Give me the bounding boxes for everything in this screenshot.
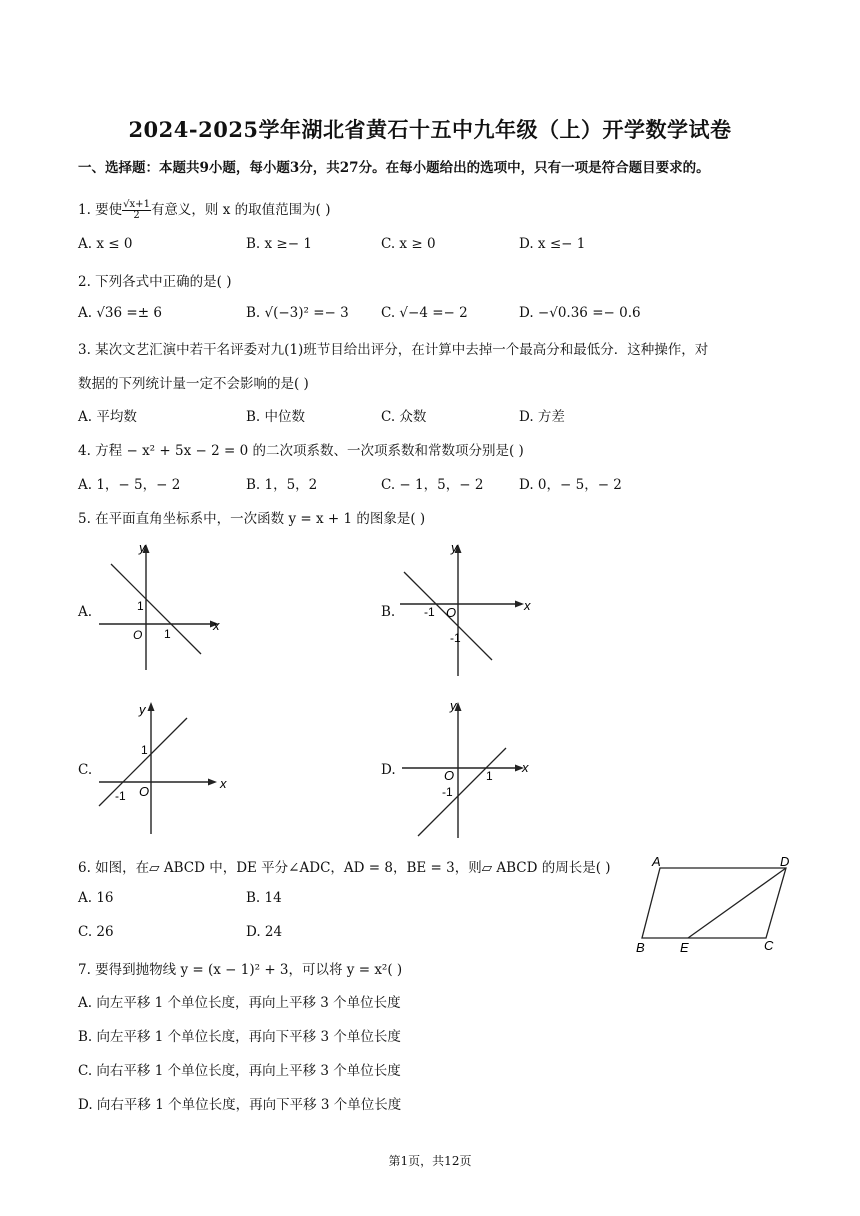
question-5: 5. 在平面直角坐标系中，一次函数 y = x + 1 的图象是( ) (78, 511, 426, 527)
q7-option-b: B. 向左平移 1 个单位长度，再向下平移 3 个单位长度 (78, 1029, 401, 1045)
q3-option-c: C. 众数 (381, 409, 427, 425)
intercept-x-label: 1 (164, 627, 171, 641)
fraction-numerator: √x+1 (123, 198, 150, 210)
q1-option-c: C. x ≥ 0 (381, 236, 436, 252)
q4-option-b: B. 1，5，2 (246, 477, 318, 493)
question-6: 6. 如图，在▱ ABCD 中，DE 平分∠ADC，AD = 8，BE = 3，则▱ ABCD 的周长是( ) (78, 860, 611, 876)
q4-option-c: C. − 1，5，− 2 (381, 477, 484, 493)
q4-option-a: A. 1，− 5，− 2 (78, 477, 181, 493)
intercept-y-label: 1 (141, 743, 148, 757)
question-1-fraction (122, 200, 151, 222)
q6-parallelogram-figure (630, 848, 790, 958)
origin-label: O (133, 628, 143, 642)
q7-option-a: A. 向左平移 1 个单位长度，再向上平移 3 个单位长度 (78, 995, 401, 1011)
q2-option-a: A. √36 =± 6 (78, 305, 162, 321)
intercept-y-label: 1 (137, 599, 144, 613)
q1-option-d: D. x ≤− 1 (519, 236, 586, 252)
q5-option-b-label: B. (381, 604, 396, 620)
q3-option-d: D. 方差 (519, 409, 565, 425)
x-axis-label: x (213, 618, 220, 633)
question-1 (78, 198, 330, 222)
vertex-a-label: A (652, 854, 661, 869)
x-axis-label: x (220, 776, 227, 791)
q5-graph-b (398, 538, 538, 678)
x-axis-label: x (524, 598, 531, 613)
vertex-d-label: D (780, 854, 790, 869)
y-axis-label: y (139, 540, 146, 555)
intercept-y-label: -1 (442, 785, 453, 799)
q1-option-b: B. x ≥− 1 (246, 236, 312, 252)
q2-option-b: B. √(−3)² =− 3 (246, 305, 349, 321)
q6-option-d: D. 24 (246, 924, 283, 940)
q7-option-c: C. 向右平移 1 个单位长度，再向上平移 3 个单位长度 (78, 1063, 401, 1079)
q7-option-d: D. 向右平移 1 个单位长度，再向下平移 3 个单位长度 (78, 1097, 402, 1113)
q6-option-c: C. 26 (78, 924, 114, 940)
question-7: 7. 要得到抛物线 y = (x − 1)² + 3，可以将 y = x²( ) (78, 962, 403, 978)
q6-option-a: A. 16 (78, 890, 114, 906)
origin-label: O (139, 784, 150, 799)
vertex-b-label: B (636, 940, 645, 955)
vertex-c-label: C (764, 938, 774, 953)
q3-option-b: B. 中位数 (246, 409, 306, 425)
intercept-y-label: -1 (450, 631, 461, 645)
q1-option-a: A. x ≤ 0 (78, 236, 133, 252)
section-heading: 一、选择题：本题共9小题，每小题3分，共27分。在每小题给出的选项中，只有一项是符合题目要求的。 (78, 160, 710, 176)
q3-option-a: A. 平均数 (78, 409, 137, 425)
y-axis-label: y (139, 702, 146, 717)
x-axis-label: x (522, 760, 529, 775)
question-1-suffix: 有意义，则 x 的取值范围为( ) (150, 202, 331, 218)
page-footer: 第1页，共12页 (388, 1154, 472, 1168)
q5-option-d-label: D. (381, 762, 396, 778)
q5-graph-d (398, 696, 538, 841)
intercept-x-label: -1 (424, 605, 435, 619)
q5-option-c-label: C. (78, 762, 93, 778)
question-3-line-2: 数据的下列统计量一定不会影响的是( ) (78, 376, 309, 392)
q5-graph-c (95, 696, 235, 836)
origin-label: O (444, 768, 455, 783)
origin-label: O (446, 605, 457, 620)
q4-option-d: D. 0，− 5，− 2 (519, 477, 622, 493)
q5-option-a-label: A. (78, 604, 93, 620)
intercept-x-label: -1 (115, 789, 126, 803)
q2-option-d: D. −√0.36 =− 0.6 (519, 305, 641, 321)
q2-option-c: C. √−4 =− 2 (381, 305, 468, 321)
point-e-label: E (680, 940, 689, 955)
y-axis-label: y (450, 698, 457, 713)
page-title: 2024-2025学年湖北省黄石十五中九年级（上）开学数学试卷 (128, 117, 732, 142)
q5-graph-a (95, 538, 225, 673)
q6-option-b: B. 14 (246, 890, 282, 906)
question-3-line-1: 3. 某次文艺汇演中若干名评委对九(1)班节目给出评分，在计算中去掉一个最高分和最低分．这种操作，对 (78, 342, 709, 358)
question-1-prefix: 1. 要使 (78, 202, 123, 218)
intercept-x-label: 1 (486, 769, 493, 783)
fraction-denominator: 2 (133, 210, 140, 221)
y-axis-label: y (451, 540, 458, 555)
question-4: 4. 方程 − x² + 5x − 2 = 0 的二次项系数、一次项系数和常数项分别是( ) (78, 443, 524, 459)
question-2: 2. 下列各式中正确的是( ) (78, 274, 232, 290)
